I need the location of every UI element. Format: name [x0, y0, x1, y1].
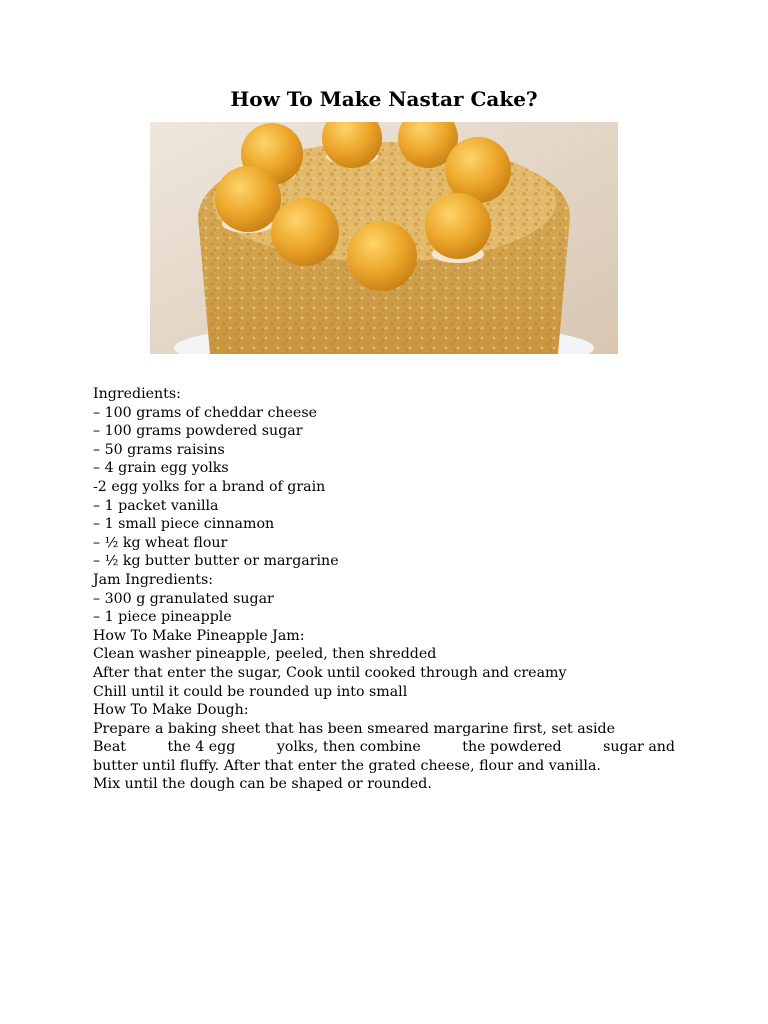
text-line: How To Make Pineapple Jam:	[93, 627, 305, 644]
word-group: the powdered	[462, 739, 562, 756]
text-line: – 1 small piece cinnamon	[93, 516, 275, 533]
text-line: Clean washer pineapple, peeled, then shredded	[93, 646, 437, 663]
text-line: Ingredients:	[93, 386, 181, 402]
text-line: How To Make Dough:	[93, 702, 249, 719]
text-line: – ½ kg wheat flour	[93, 534, 228, 551]
word-group: sugar and	[603, 739, 675, 756]
text-line: – 50 grams raisins	[93, 441, 225, 458]
text-line: After that enter the sugar, Cook until cooked through and creamy	[93, 664, 567, 681]
text-line: – 300 g granulated sugar	[93, 590, 274, 607]
text-line: Mix until the dough can be shaped or rounded.	[93, 776, 432, 793]
text-line: – 1 piece pineapple	[93, 609, 232, 626]
word-group: Beat	[93, 739, 126, 756]
recipe-text	[93, 385, 678, 794]
text-line: Jam Ingredients:	[93, 571, 214, 588]
text-line: Chill until it could be rounded up into small	[93, 683, 408, 700]
text-line: – ½ kg butter butter or margarine	[93, 553, 339, 570]
text-line: -2 egg yolks for a brand of grain	[93, 478, 326, 495]
text-line: – 100 grams of cheddar cheese	[93, 404, 318, 421]
text-line: butter until fluffy. After that enter the grated cheese, flour and vanilla.	[93, 757, 601, 774]
nastar-cake-photo	[150, 122, 618, 354]
word-group: yolks, then combine	[276, 739, 421, 756]
text-line: – 4 grain egg yolks	[93, 460, 229, 477]
page-title: How To Make Nastar Cake?	[230, 87, 538, 111]
word-group: the 4 egg	[167, 739, 236, 756]
text-line: – 100 grams powdered sugar	[93, 423, 303, 440]
text-line: – 1 packet vanilla	[93, 497, 219, 514]
text-line: Prepare a baking sheet that has been smeared margarine first, set aside	[93, 720, 616, 737]
justified-text-line	[93, 738, 675, 757]
